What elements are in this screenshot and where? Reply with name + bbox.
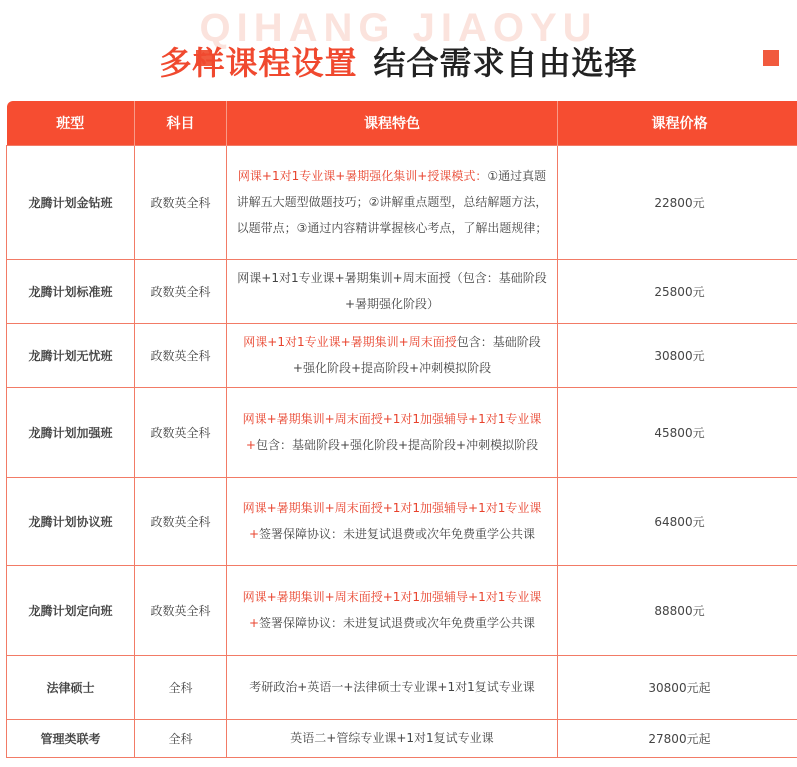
column-header-features: 课程特色 — [227, 101, 558, 145]
table-row — [7, 719, 797, 757]
feature-cell — [227, 655, 558, 719]
subject-cell: 政数英全科 — [135, 477, 227, 565]
feature-text: 网课+1对1专业课+暑期集训+周末面授（包含：基础阶段+暑期强化阶段） — [237, 271, 547, 311]
price-cell: 64800元 — [558, 477, 797, 565]
table-header-row — [7, 101, 797, 145]
price-cell: 45800元 — [558, 387, 797, 477]
feature-cell — [227, 565, 558, 655]
brand-watermark: QIHANG JIAOYU — [199, 6, 598, 50]
subject-cell: 政数英全科 — [135, 323, 227, 387]
table-row — [7, 477, 797, 565]
table-row — [7, 323, 797, 387]
subject-cell: 政数英全科 — [135, 565, 227, 655]
subject-cell: 政数英全科 — [135, 387, 227, 477]
course-table — [6, 101, 797, 758]
table-row — [7, 655, 797, 719]
feature-text: ①通过真题讲解五大题型做题技巧；②讲解重点题型，总结解题方法，以题带点；③通过内容精讲掌握核心考点，了解出题规律； — [236, 169, 548, 235]
class-name: 龙腾计划协议班 — [7, 477, 135, 565]
price-cell: 88800元 — [558, 565, 797, 655]
price-cell: 27800元起 — [558, 719, 797, 757]
table-row — [7, 565, 797, 655]
feature-highlight: 网课+1对1专业课+暑期强化集训+授课模式： — [237, 169, 488, 183]
feature-highlight: 网课+暑期集训+周末面授+1对1加强辅导+1对1专业课+ — [242, 590, 542, 630]
title-subtext: 结合需求自由选择 — [373, 44, 638, 82]
feature-cell — [227, 477, 558, 565]
feature-cell — [227, 259, 558, 323]
feature-text: 签署保障协议：未进复试退费或次年免费重学公共课 — [259, 527, 536, 541]
class-name: 龙腾计划标准班 — [7, 259, 135, 323]
feature-highlight: 网课+暑期集训+周末面授+1对1加强辅导+1对1专业课+ — [242, 412, 542, 452]
title-highlight: 多样课程设置 — [159, 44, 358, 82]
feature-text: 考研政治+英语一+法律硕士专业课+1对1复试专业课 — [249, 680, 535, 694]
feature-cell — [227, 719, 558, 757]
page-title — [0, 36, 797, 86]
feature-text: 包含：基础阶段+强化阶段+提高阶段+冲刺模拟阶段 — [292, 335, 541, 375]
subject-cell: 政数英全科 — [135, 259, 227, 323]
subject-cell: 全科 — [135, 655, 227, 719]
price-cell: 30800元 — [558, 323, 797, 387]
subject-cell: 全科 — [135, 719, 227, 757]
table-row — [7, 387, 797, 477]
feature-text: 签署保障协议：未进复试退费或次年免费重学公共课 — [259, 616, 536, 630]
table-row — [7, 259, 797, 323]
class-name: 龙腾计划金钻班 — [7, 145, 135, 259]
class-name: 龙腾计划加强班 — [7, 387, 135, 477]
feature-highlight: 网课+1对1专业课+暑期集训+周末面授 — [243, 335, 457, 349]
column-header-subject: 科目 — [135, 101, 227, 145]
feature-cell — [227, 145, 558, 259]
price-cell: 25800元 — [558, 259, 797, 323]
class-name: 法律硕士 — [7, 655, 135, 719]
feature-text: 英语二+管综专业课+1对1复试专业课 — [290, 731, 494, 745]
subject-cell: 政数英全科 — [135, 145, 227, 259]
feature-cell — [227, 387, 558, 477]
class-name: 龙腾计划无忧班 — [7, 323, 135, 387]
table-row — [7, 145, 797, 259]
feature-cell — [227, 323, 558, 387]
feature-highlight: 网课+暑期集训+周末面授+1对1加强辅导+1对1专业课+ — [242, 501, 542, 541]
column-header-price: 课程价格 — [558, 101, 797, 145]
price-cell: 30800元起 — [558, 655, 797, 719]
class-name: 管理类联考 — [7, 719, 135, 757]
price-cell: 22800元 — [558, 145, 797, 259]
column-header-class-type: 班型 — [7, 101, 135, 145]
class-name: 龙腾计划定向班 — [7, 565, 135, 655]
feature-text: 包含：基础阶段+强化阶段+提高阶段+冲刺模拟阶段 — [255, 438, 539, 452]
